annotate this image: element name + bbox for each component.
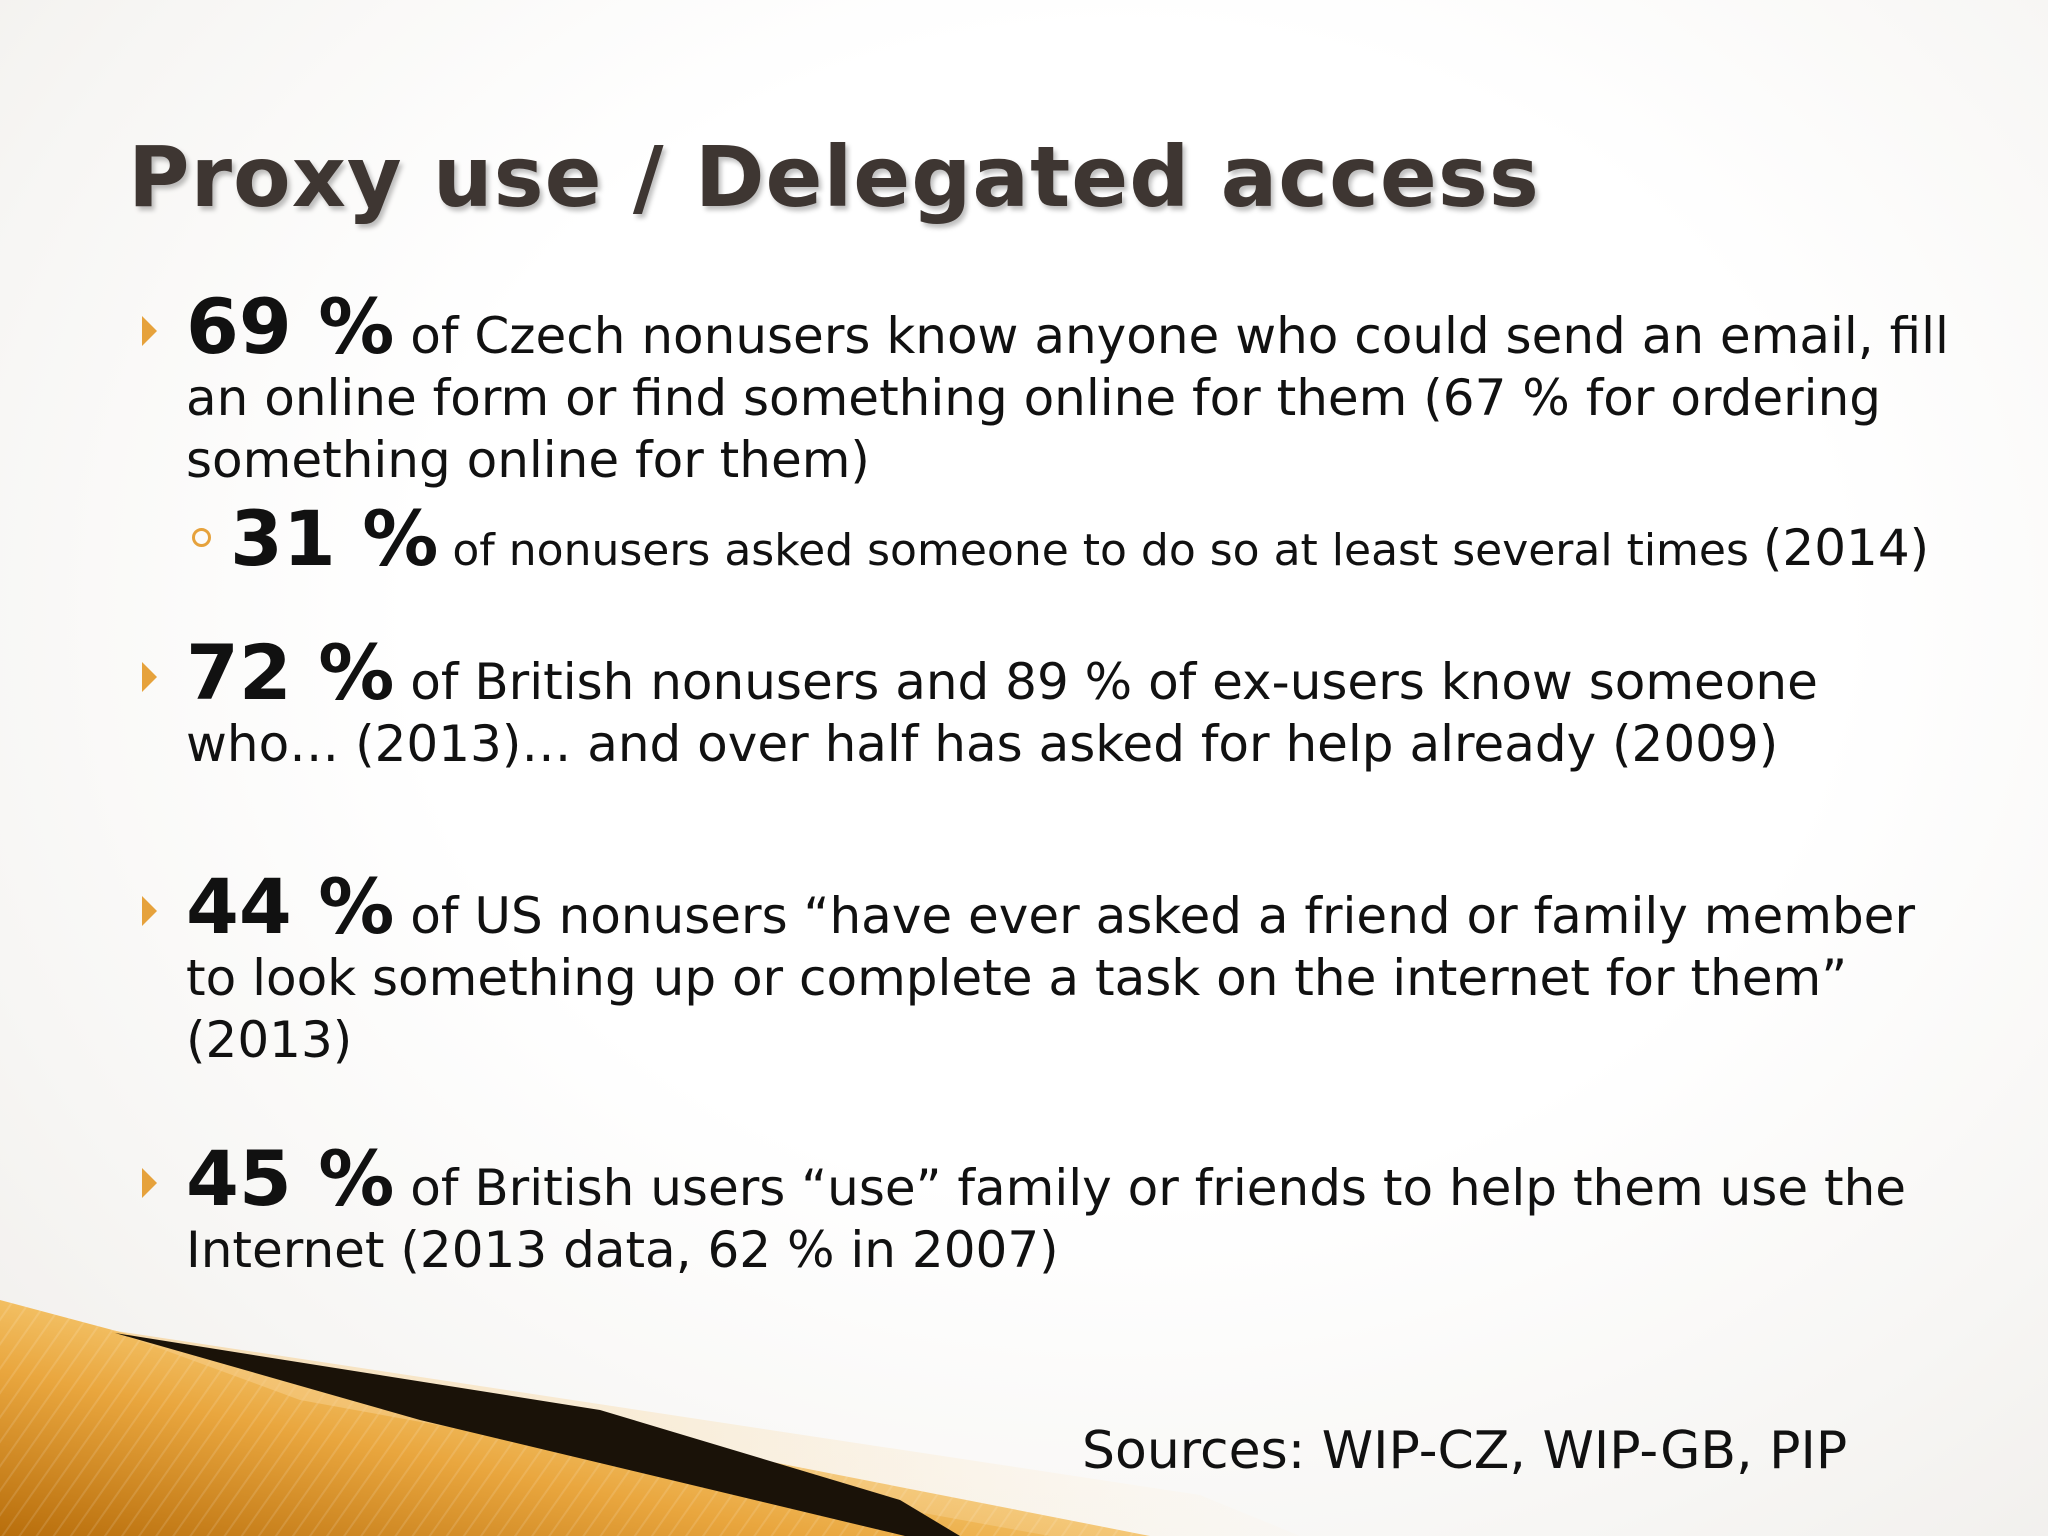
bullet-text: of British users “use” family or friends to help them use the Internet (2013 data, 62 % in 2007) bbox=[186, 1159, 1907, 1279]
bullet-stat: 44 % bbox=[186, 862, 395, 951]
bullet-stat: 45 % bbox=[186, 1134, 395, 1223]
sub-bullet-asked-someone bbox=[230, 494, 1970, 583]
triangle-bullet-icon bbox=[142, 662, 157, 692]
circle-bullet-icon bbox=[192, 528, 211, 547]
bullet-british-users bbox=[186, 1134, 1966, 1281]
sub-bullet-stat: 31 % bbox=[230, 494, 439, 583]
bullet-text: of British nonusers and 89 % of ex-users know someone who… (2013)… and over half has asked for help already (2009) bbox=[186, 653, 1818, 773]
bullet-text: of US nonusers “have ever asked a friend or family member to look something up or complete a task on the internet for them” (2013) bbox=[186, 887, 1916, 1069]
bullet-british-nonusers bbox=[186, 628, 1966, 775]
sources-note: Sources: WIP-CZ, WIP-GB, PIP bbox=[1082, 1421, 1848, 1481]
sub-bullet-text: of nonusers asked someone to do so at least several times bbox=[438, 525, 1763, 576]
bullet-text: of Czech nonusers know anyone who could send an email, fill an online form or find something online for them (67 % for ordering something online for them) bbox=[186, 307, 1949, 489]
slide-title: Proxy use / Delegated access bbox=[128, 128, 1540, 226]
bullet-us-nonusers bbox=[186, 862, 1966, 1071]
bullet-czech-nonusers bbox=[186, 282, 1966, 491]
triangle-bullet-icon bbox=[142, 316, 157, 346]
bullet-stat: 72 % bbox=[186, 628, 395, 717]
triangle-bullet-icon bbox=[142, 896, 157, 926]
triangle-bullet-icon bbox=[142, 1168, 157, 1198]
bullet-stat: 69 % bbox=[186, 282, 395, 371]
sub-bullet-year: (2014) bbox=[1762, 519, 1930, 577]
